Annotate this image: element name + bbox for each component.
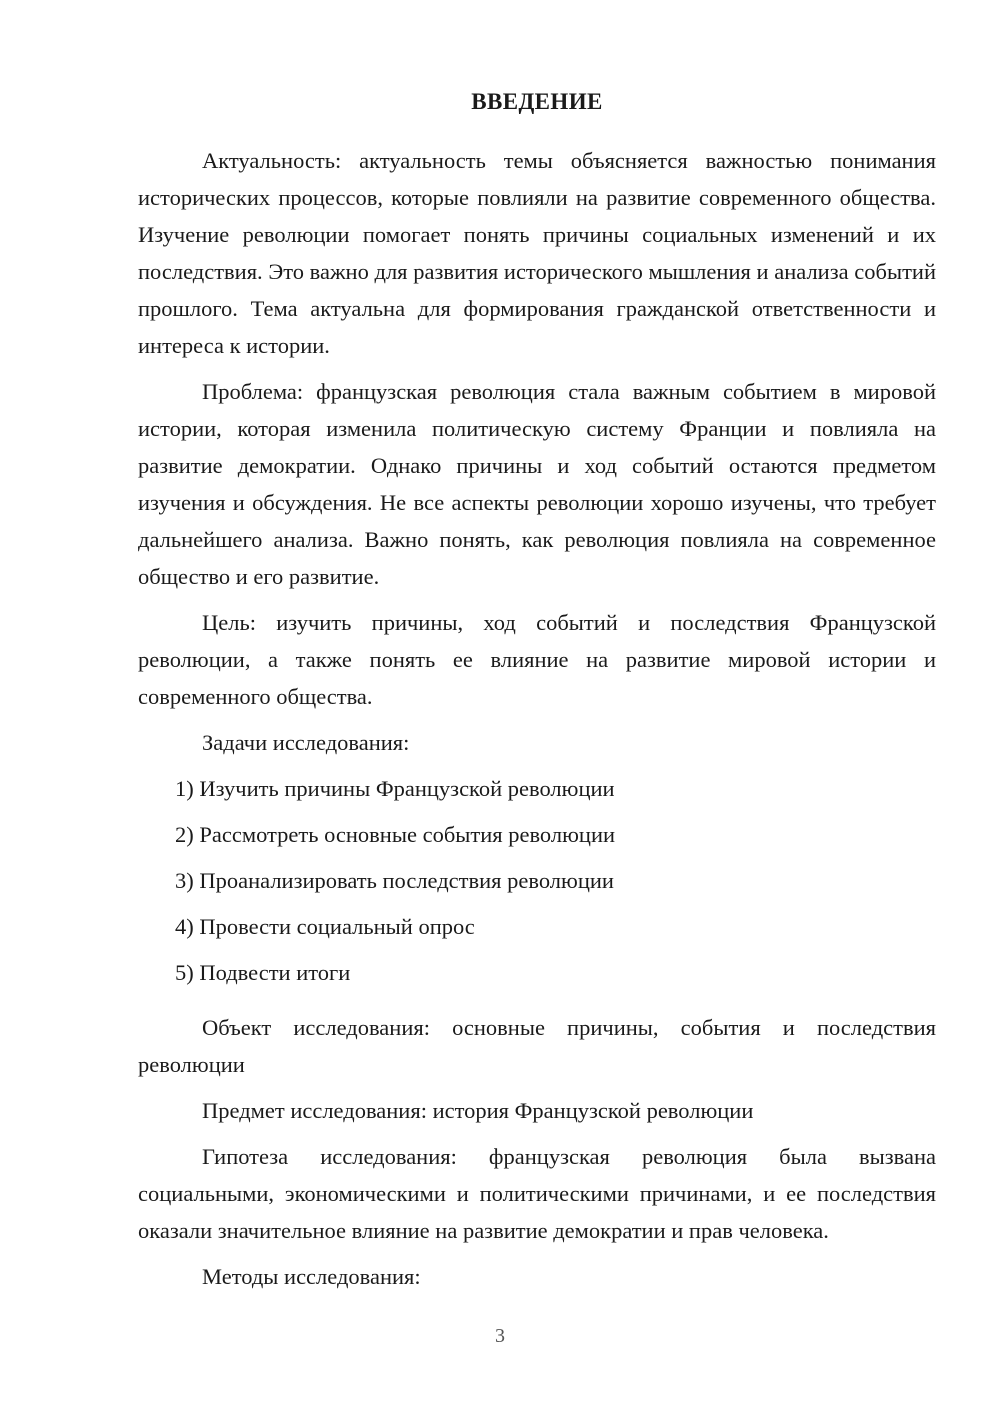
page-title: ВВЕДЕНИЕ [471, 89, 603, 114]
paragraph-spacer [138, 595, 936, 604]
paragraph-spacer [138, 1083, 936, 1092]
paragraph-spacer [138, 715, 936, 724]
heading-methods: Методы исследования: [202, 1263, 421, 1289]
paragraph-spacer [138, 1129, 936, 1138]
paragraph-relevance: Актуальность: актуальность темы объясняется важностью понимания исторических процессов, которые повлияли на развитие современного общества. Изучение революции помогает понять причины социальных изменений и их последствия. Это важно для развития исторического мышления и анализа событий прошлого. Тема актуальна для формирования гражданской ответственности и интереса к истории. [138, 147, 936, 358]
paragraph-hypothesis: Гипотеза исследования: французская революция была вызвана социальными, экономическими и политическими причинами, и ее последствия оказали значительное влияние на развитие демократии и прав человека. [138, 1143, 936, 1243]
paragraph-spacer [138, 364, 936, 373]
list-item: 1) Изучить причины Французской революции [175, 775, 615, 801]
list-item: 2) Рассмотреть основные события революции [175, 821, 616, 847]
list-item: 4) Провести социальный опрос [175, 913, 475, 939]
tasks-list [138, 770, 936, 991]
heading-tasks: Задачи исследования: [202, 729, 410, 755]
paragraph-spacer [138, 1000, 936, 1009]
paragraph-goal: Цель: изучить причины, ход событий и последствия Французской революции, а также понять ее влияние на развитие мировой истории и современного общества. [138, 609, 936, 709]
paragraph-object: Объект исследования: основные причины, события и последствия революции [138, 1014, 936, 1077]
paragraph-problem: Проблема: французская революция стала важным событием в мировой истории, которая изменила политическую систему Франции и повлияла на развитие демократии. Однако причины и ход событий остаются предметом изучения и обсуждения. Не все аспекты революции хорошо изучены, что требует дальнейшего анализа. Важно понять, как революция повлияла на современное общество и его развитие. [138, 378, 936, 589]
list-item: 5) Подвести итоги [175, 959, 351, 985]
list-item: 3) Проанализировать последствия революции [175, 867, 614, 893]
paragraph-spacer [138, 1249, 936, 1258]
paragraph-subject: Предмет исследования: история Французской революции [202, 1097, 754, 1123]
page-number: 3 [495, 1325, 505, 1347]
document-body [138, 88, 936, 1295]
